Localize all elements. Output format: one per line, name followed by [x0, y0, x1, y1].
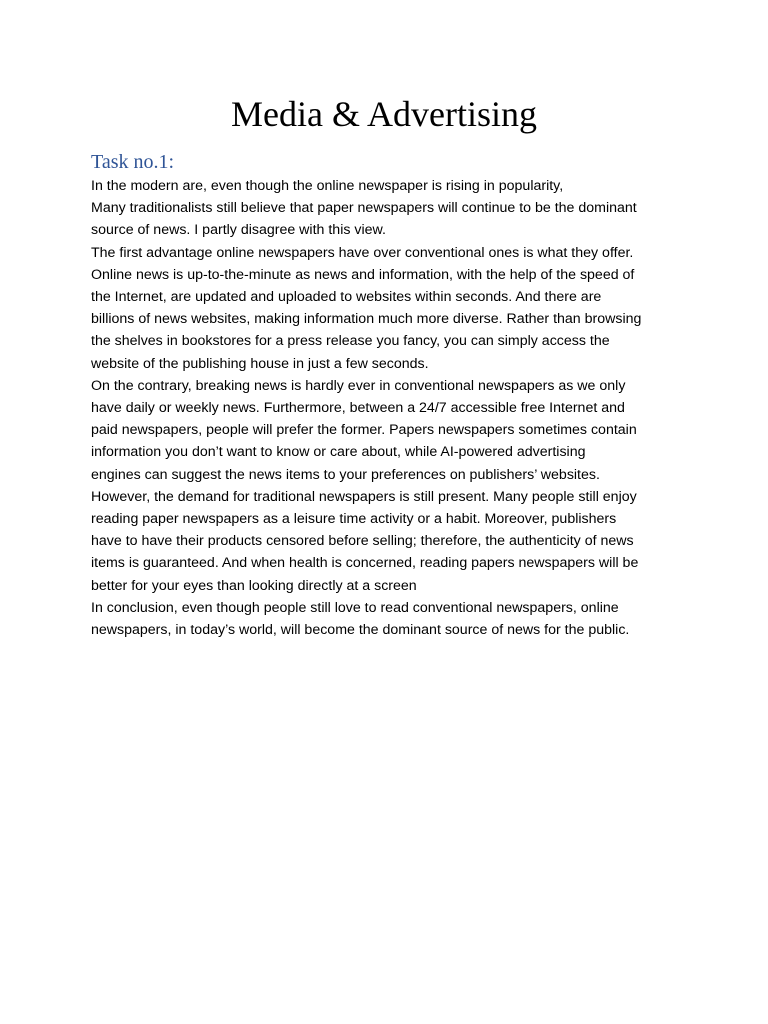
essay-line: reading paper newspapers as a leisure time activity or a habit. Moreover, publishers — [91, 511, 617, 528]
essay-line: On the contrary, breaking news is hardly ever in conventional newspapers as we only — [91, 377, 626, 394]
essay-line: In conclusion, even though people still love to read conventional newspapers, online — [91, 599, 619, 616]
essay-line: items is guaranteed. And when health is concerned, reading papers newspapers will be — [91, 555, 639, 572]
essay-line: paid newspapers, people will prefer the former. Papers newspapers sometimes contain — [91, 422, 637, 439]
essay-line: website of the publishing house in just a few seconds. — [91, 355, 429, 372]
essay-line: have to have their products censored before selling; therefore, the authenticity of news — [91, 533, 634, 550]
essay-line: have daily or weekly news. Furthermore, between a 24/7 accessible free Internet and — [91, 400, 625, 417]
essay-line: the shelves in bookstores for a press release you fancy, you can simply access the — [91, 333, 610, 350]
document-title: Media & Advertising — [231, 94, 537, 134]
essay-body — [91, 175, 691, 641]
essay-line: In the modern are, even though the online newspaper is rising in popularity, — [91, 178, 564, 194]
essay-line: The first advantage online newspapers have over conventional ones is what they offer. — [91, 244, 634, 261]
essay-line: newspapers, in today’s world, will become the dominant source of news for the public. — [91, 622, 630, 639]
essay-line: source of news. I partly disagree with this view. — [91, 222, 386, 239]
task-heading: Task no.1: — [91, 151, 175, 173]
essay-line: better for your eyes than looking directly at a screen — [91, 577, 417, 594]
essay-line: the Internet, are updated and uploaded to websites within seconds. And there are — [91, 289, 602, 306]
essay-line: Online news is up-to-the-minute as news and information, with the help of the speed of — [91, 266, 635, 283]
essay-line: engines can suggest the news items to your preferences on publishers’ websites. — [91, 466, 600, 483]
essay-line: information you don’t want to know or care about, while AI-powered advertising — [91, 444, 586, 461]
essay-line: billions of news websites, making information much more diverse. Rather than browsing — [91, 311, 642, 328]
essay-line: Many traditionalists still believe that paper newspapers will continue to be the dominant — [91, 200, 637, 217]
essay-line: However, the demand for traditional newspapers is still present. Many people still enjoy — [91, 488, 637, 505]
